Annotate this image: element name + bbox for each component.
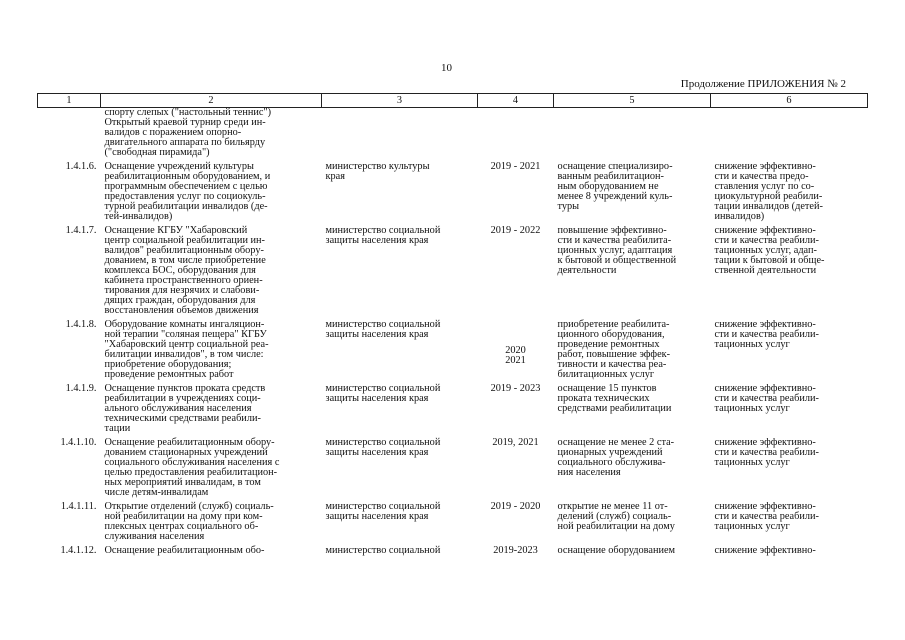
executor-cell: министерство социальной защиты населения края [325,437,441,458]
row-number-cell: 1.4.1.6. [65,161,97,172]
executor-cell: министерство культуры края [325,161,430,182]
executor-cell: министерство социальной [325,545,441,556]
column-header-1: 1 [38,94,101,108]
result-cell: оснащение оборудованием [557,545,676,556]
consequence-cell [711,108,868,163]
table-row [38,320,868,384]
row-number-cell: 1.4.1.9. [65,383,97,394]
consequence-cell: снижение эффективно- сти и качества предо- ставления услуг по со- циокультурной реабили- тации инвалидов (детей- инвалидов) [714,161,823,222]
result-cell: приобретение реабилита- ционного оборудования, проведение ремонтных работ, повышение эффек- тивности и качества реа- билитационных услуг [557,319,671,380]
table-row [38,546,868,560]
measure-cell: Оснащение реабилитационным обору- дованием стационарных учреждений социального обслуживания населения с целью предоставления реабилитацион- ных мероприятий инвалидам, в том числе детям-инвалидам [104,437,280,498]
appendix-table [37,93,868,560]
column-header-5: 5 [554,94,711,108]
column-header-4: 4 [478,94,554,108]
result-cell [554,108,711,163]
page-number: 10 [441,62,452,74]
result-cell: открытие не менее 11 от- делений (служб) социаль- ной реабилитации на дому [557,501,675,532]
consequence-cell: снижение эффективно- сти и качества реабили- тационных услуг [714,437,819,468]
consequence-cell: снижение эффективно- сти и качества реабили- тационных услуг, адап- тации к бытовой и обще- ственной деятельности [714,225,825,276]
table-row [38,162,868,226]
period-cell: 2019 - 2021 [490,161,541,172]
period-cell [478,320,554,384]
appendix-continuation-label: Продолжение ПРИЛОЖЕНИЯ № 2 [680,78,846,90]
result-cell: оснащение не менее 2 ста- ционарных учреждений социального обслужива- ния населения [557,437,675,478]
result-cell: оснащение 15 пунктов проката технических средствами реабилитации [557,383,672,414]
executor-cell: министерство социальной защиты населения края [325,225,441,246]
consequence-cell: снижение эффективно- сти и качества реабили- тационных услуг [714,501,819,532]
consequence-cell: снижение эффективно- [714,545,816,556]
result-cell: оснащение специализиро- ванным реабилитацион- ным оборудованием не менее 8 учреждений куль- туры [557,161,673,212]
consequence-cell: снижение эффективно- сти и качества реабили- тационных услуг [714,319,819,350]
period-values: 2020 2021 [505,345,526,366]
column-header-3: 3 [322,94,478,108]
row-number-cell: 1.4.1.10. [60,437,97,448]
row-number-cell: 1.4.1.11. [60,501,97,512]
row-number-cell: 1.4.1.8. [65,319,97,330]
column-header-6: 6 [711,94,868,108]
period-cell [478,108,554,163]
measure-cell: Оснащение КГБУ "Хабаровский центр социальной реабилитации ин- валидов" реабилитационным обору- дованием, в том числе приобретение комплекса БОС, оборудования для кабинета пространственного ориен- тирования для незрячих и слабови- дящих граждан, оборудования для восстановления объемов движения [104,225,266,316]
measure-cell: Открытие отделений (служб) социаль- ной реабилитации на дому при ком- плексных центрах социального об- служивания населения [104,501,274,542]
row-number-cell: 1.4.1.12. [60,545,97,556]
period-cell: 2019 - 2023 [490,383,541,394]
period-cell: 2019 - 2020 [490,501,541,512]
row-number-cell [38,108,101,163]
table-row-carryover [38,108,868,163]
period-cell: 2019-2023 [493,545,538,556]
column-number-header-row [38,94,868,108]
consequence-cell: снижение эффективно- сти и качества реабили- тационных услуг [714,383,819,414]
measure-cell: Оснащение пунктов проката средств реабилитации в учреждениях соци- ального обслуживания населения техническими средствами реабили- тации [104,383,266,434]
row-number-cell: 1.4.1.7. [65,225,97,236]
table-row [38,226,868,320]
period-cell: 2019 - 2022 [490,225,541,236]
table-row [38,438,868,502]
result-cell: повышение эффективно- сти и качества реабилита- ционных услуг, адаптация к бытовой и общественной деятельности [557,225,677,276]
executor-cell: министерство социальной защиты населения края [325,383,441,404]
executor-cell: министерство социальной защиты населения края [325,319,441,340]
measure-cell: Оснащение учреждений культуры реабилитационным оборудованием, и программным обеспечением с целью предоставления услуг по социокуль- турной реабилитации инвалидов (де- тей-инвалидов) [104,161,271,222]
measure-cell: Оборудование комнаты ингаляцион- ной терапии "соляная пещера" КГБУ "Хабаровский центр социальной реа- билитации инвалидов", в том числе: приобретение оборудования; проведение ремонтных работ [104,319,269,380]
executor-cell: министерство социальной защиты населения края [325,501,441,522]
period-cell: 2019, 2021 [492,437,539,448]
table-row [38,502,868,546]
table-row [38,384,868,438]
measure-cell: Оснащение реабилитационным обо- [104,545,265,556]
executor-cell [322,108,478,163]
column-header-2: 2 [101,94,322,108]
measure-cell: спорту слепых ("настольный теннис") Открытый краевой турнир среди ин- валидов с поражением опорно- двигательного аппарата по бильярду ("свободная пирамида") [104,107,272,158]
